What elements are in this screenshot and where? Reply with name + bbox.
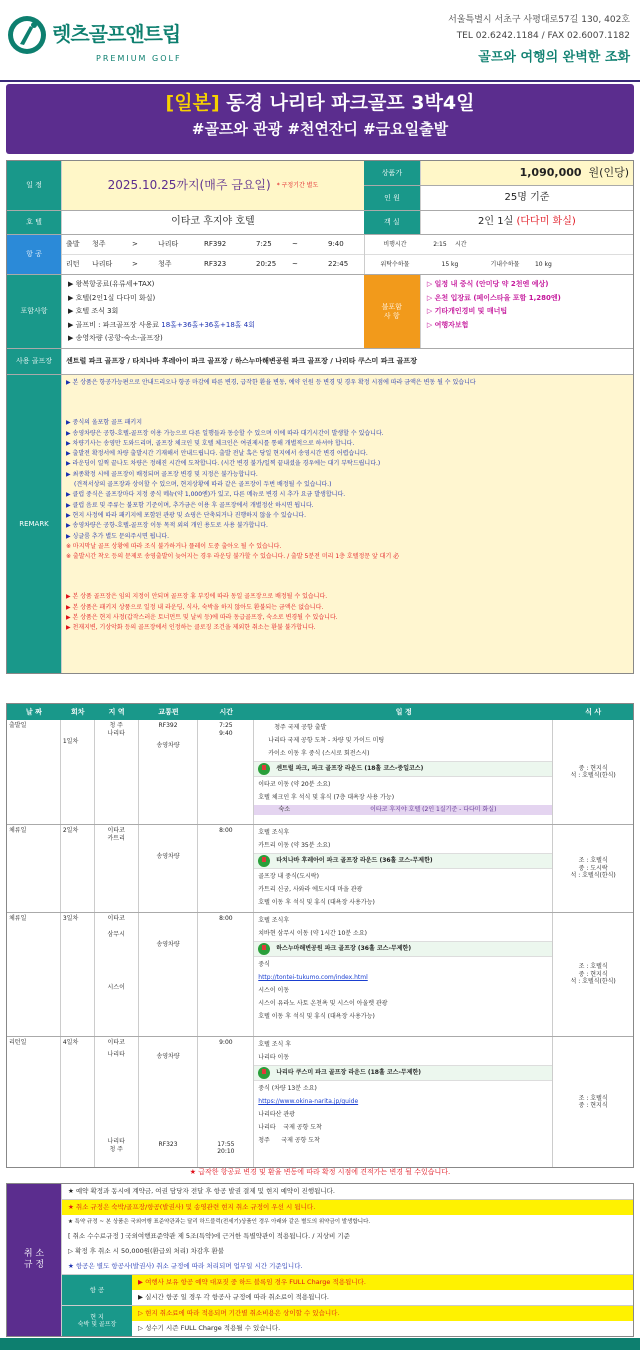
itinerary-item: 카트리 이동 (약 35분 소요) (258, 842, 331, 849)
cancel-air-label: 항 공 (62, 1275, 132, 1305)
day-itinerary (254, 825, 553, 912)
remark-item: ▶ 중식의 올포함 골프 패키지 (66, 419, 142, 427)
remark-warning: ※ 마지막날 골프 상황에 따라 조식 불가하거나 플레이 도중 출아오 될 수 있습니다. (66, 542, 282, 550)
address-line: 서울특별시 서초구 사평대로57길 130, 402호 (448, 15, 630, 25)
day-date: 리턴일 (7, 1037, 61, 1167)
flight-back-dep: 20:25 (256, 260, 277, 269)
golf-round (254, 761, 552, 777)
phone-fax-line: TEL 02.6242.1184 / FAX 02.6007.1182 (456, 31, 630, 41)
include-item (68, 319, 358, 333)
golf-fee-text: ▶ 골프비 : 파크골프장 사용료 (68, 320, 160, 329)
flight-extra (364, 235, 633, 274)
flight-out-tilde: ~ (292, 240, 298, 249)
hotel-value: 이타코 후지야 호텔 (61, 211, 364, 234)
people-value: 25명 기준 (420, 186, 633, 210)
itinerary-item: 나리타산 관광 (258, 1111, 295, 1118)
footer-bar (0, 1338, 640, 1350)
region-text: 나리타 (107, 1138, 125, 1145)
day-nth: 2일차 (61, 825, 95, 912)
itinerary-item: 호텔 체크인 후 석식 및 휴식 (7층 대욕장 사용 가능) (258, 794, 395, 801)
flight-back-dir: 리턴 (66, 260, 80, 269)
day-transport: 송영차량 (139, 825, 199, 912)
cancel-local-label: 현 지 숙박 및 골프장 (62, 1306, 132, 1336)
exclude-item: ▷ 기타개인경비 및 매너팁 (426, 307, 508, 315)
product-info-sheet (6, 160, 634, 674)
cancel-local (62, 1306, 633, 1336)
people-label: 인 원 (364, 186, 420, 210)
flight-back-from: 나리타 (92, 260, 113, 269)
room-value: 2인 1실 (478, 216, 514, 228)
meal-text: 석 : 호텔식(한식) (570, 772, 616, 779)
region-text: 나리타 (107, 729, 125, 737)
region-text: 이타코 (107, 827, 125, 834)
flight-out-dep: 7:25 (256, 240, 272, 249)
product-name: 동경 나리타 파크골프 3박4일 (226, 92, 475, 114)
meal-text: 중 : 도시락 (578, 864, 608, 872)
meal-text: 조 : 호텔식 (578, 963, 608, 971)
schedule-label: 일 정 (7, 161, 61, 210)
includes-label: 포함사항 (7, 275, 61, 348)
remark-item: ▶ 차량기사는 송영만 도와드리며, 골프장 체크인 및 호텔 체크인은 여권제시를 통해 개별적으로 하셔야 합니다. (66, 439, 355, 447)
stay-text: 이타코 후지야 호텔 (2인 1실기준 - 다다미 화실) (370, 806, 497, 813)
itinerary-day-4 (7, 1037, 633, 1167)
col-nth: 회차 (71, 707, 85, 716)
col-transport: 교통편 (158, 707, 179, 716)
flight-time: 2:15 (433, 240, 447, 248)
golf-text: 센트럴 파크, 파크 골프장 라운드 (18홀 코스-중일코스) (276, 765, 424, 773)
cancel-line: [ 취소 수수료규정 ] 국외여행표준약관 제 5조(특약)에 근거한 특별약관이 적용됩니다. / 지상비 기준 (68, 1232, 350, 1240)
flight-label: 항 공 (7, 235, 61, 274)
flight-out-to: 나리타 (158, 240, 179, 249)
itinerary-item: 카이소 이동 후 중식 (스시로 회전스시) (268, 750, 370, 757)
remark-top-note: ▶ 본 상품은 항공가능편으로 안내드리오나 항공 마감에 따른 변경, 급작한 환율 변동, 예약 인원 등 변경 및 경우 확정 시점에 따라 금액은 변동 될 수 있습니다 (66, 379, 476, 386)
day-nth: 4일차 (61, 1037, 95, 1167)
cancel-line: ▷ 확정 후 취소 시 50,000원(환급외 처리) 차감후 환불 (68, 1247, 225, 1255)
itinerary-item: 골프장 내 중식(도시락) (258, 873, 319, 880)
golf-flag-icon (258, 855, 270, 867)
flight-out-no: RF392 (204, 240, 227, 249)
hotel-label: 호 텔 (7, 211, 61, 234)
day-nth: 1일차 (61, 720, 95, 824)
excludes-list (420, 275, 633, 348)
baggage-value: 15 kg (441, 260, 459, 268)
remark-item: ▶ 최종확정 시에 골프장이 배정되며 골프장 변경 및 지정은 불가능합니다. (66, 470, 258, 478)
day-meal (553, 913, 633, 1036)
hotel-room-row (7, 211, 633, 235)
day-time (198, 1037, 254, 1167)
remark-item: ▶ 싱글룸 추가 별도 문의주시면 됩니다. (66, 532, 169, 540)
transport-text: RF392 (158, 722, 178, 729)
region-text: 이타코 (107, 915, 125, 922)
golf-fee-detail: 18홀+36홀+36홀+18홀 4회 (161, 320, 255, 329)
exclude-item: ▷ 온천 입장료 (페이스타올 포함 1,280엔) (426, 293, 561, 302)
remark-body (61, 375, 633, 673)
courses-value: 센트럴 파크 골프장 / 타치나바 후레아이 파크 골프장 / 하스누마해변공원 파크 골프장 / 나리타 쿠스미 파크 골프장 (61, 349, 633, 374)
cancel-body (61, 1184, 633, 1336)
price-cell (420, 161, 633, 185)
exclude-item: ▷ 일정 내 중식 (안미당 약 2천엔 예상) (426, 280, 549, 288)
region-text: 카트리 (107, 834, 125, 842)
courses-row (7, 349, 633, 375)
hashtags: #골프와 관광 #천연잔디 #금요일출발 (191, 119, 449, 138)
flight-back-tilde: ~ (292, 260, 298, 269)
include-item: ▶ 왕복항공료(유류세+TAX) (68, 280, 155, 288)
itinerary-item: 호텔 이동 후 석식 및 휴식 (대욕장 사용가능) (258, 1013, 375, 1020)
include-item: ▶ 송영차량 (공항-숙소-골프장) (68, 334, 163, 342)
flight-row (7, 235, 633, 275)
flight-out-arr: 9:40 (328, 240, 344, 249)
schedule-value: 2025.10.25까지(매주 금요일) (107, 178, 271, 192)
exclude-item: ▷ 여행자보험 (426, 320, 469, 329)
flight-out-from: 청주 (92, 240, 106, 249)
itinerary-item: 나리타 국제 공항 도착 - 차량 및 가이드 미팅 (268, 737, 385, 744)
cancel-policy (6, 1183, 634, 1337)
cancel-line: ★ 항공은 별도 항공사(발권사) 취소 규정에 따라 처리되며 업무일 시간 기준입니다. (62, 1259, 633, 1275)
restaurant-link[interactable]: https://www.okina-narita.jp/guide (258, 1098, 359, 1105)
day-region (95, 1037, 139, 1167)
time-text: 17:55 (217, 1140, 235, 1148)
meal-text: 중 : 현지식 (578, 970, 608, 978)
itinerary-item: 시스이 이동 (258, 987, 290, 994)
meal-text: 석 : 호텔식(한식) (570, 872, 616, 880)
col-itinerary: 일 정 (395, 707, 412, 716)
region-text: 청 주 (109, 722, 123, 729)
flight-out-arrow: > (132, 240, 138, 249)
cancel-air (62, 1275, 633, 1306)
carry-label: 기내수하물 (490, 260, 520, 268)
price-label: 상품가 (364, 161, 420, 185)
itinerary-day-3 (7, 913, 633, 1037)
cancel-local-line: ▷ 성수기 시즌 FULL Charge 적용될 수 있습니다. (138, 1324, 281, 1332)
day-nth: 3일차 (61, 913, 95, 1036)
day-time: 8:00 (198, 825, 254, 912)
itinerary-item: 호텔 조식 후 (258, 1041, 292, 1048)
remark-item: ▶ 출발전 확정서에 차량 출발시간 기재해서 안내드립니다. 출발 전날 혹은 당일 현지에서 송영시간 변경 어렵습니다. (66, 450, 368, 458)
transport-text: RF323 (158, 1140, 178, 1148)
cancel-local-line: ▷ 현지 취소료에 따라 적용되며 기간별 취소비용은 상이할 수 있습니다. (132, 1306, 633, 1321)
remark-item: ▶ 현지 사정에 따라 패키지에 포함된 관광 및 쇼핑은 단축되거나 진행하지 않을 수 있습니다. (66, 511, 306, 519)
flight-back-arrow: > (132, 260, 138, 269)
price-people-block (364, 161, 633, 210)
restaurant-link[interactable]: http://tontei-tukumo.com/index.html (258, 974, 368, 981)
itinerary-item: 청주 국제 공항 도착 (258, 1137, 320, 1144)
region-text: 나리타 (107, 1050, 125, 1058)
day-itinerary (254, 913, 553, 1036)
itinerary-item: 호텔 조식후 (258, 829, 290, 836)
day-meal (553, 1037, 633, 1167)
remark-item: ▶ 송영차량은 공항-호텔-골프장 이용 가능으로 다른 일행들과 동승할 수 있으며 이에 따라 대기시간이 발생할 수 있습니다. (66, 429, 384, 437)
itinerary-item: 호텔 이동 후 석식 및 휴식 (대욕장 사용가능) (258, 899, 375, 906)
schedule-footnote: ★ 급작한 항공료 변경 및 환율 변동에 따라 확정 시점에 견적가는 변경 될 수있습니다. (189, 1168, 451, 1176)
room-cell (420, 211, 633, 234)
room-note: (다다미 화실) (516, 216, 576, 228)
cancel-line: ★ 특약 규정 ~ 본 상품은 국외여행 표준약관과는 달리 하드블럭(전세기)상품인 경우 아래와 같은 별도의 위약금이 발생합니다. (68, 1219, 371, 1225)
golf-text: 나리타 쿠스미 파크 골프장 라운드 (18홀 코스-무제한) (276, 1069, 422, 1077)
day-itinerary (254, 720, 553, 824)
flight-back-arr: 22:45 (328, 260, 349, 269)
product-title (6, 92, 634, 116)
page-header (0, 0, 640, 82)
remark-row (7, 375, 633, 673)
golf-round (254, 1065, 552, 1081)
time-text: 7:25 (219, 722, 233, 729)
itinerary-item: 청주 국제 공항 출발 (274, 724, 327, 731)
itinerary-item: 시스이 유라노 사토 온천욕 및 시스이 아울렛 관광 (258, 1000, 388, 1007)
region-text: 삼무시 (107, 930, 125, 938)
remark-item: ▶ 클럽 음료 및 주류는 불포함 기준이며, 추가금은 이용 후 골프장에서 개별정산 하시면 됩니다. (66, 501, 314, 509)
time-text: 9:00 (219, 1039, 233, 1046)
room-label: 객 실 (364, 211, 420, 234)
excludes-label: 불포함 사 항 (364, 275, 420, 348)
itinerary-table (6, 703, 634, 1168)
meal-text: 중 : 현지식 (578, 1102, 608, 1109)
itinerary-item: 치바현 삼무시 이동 (약 1시간 10분 소요) (258, 930, 367, 937)
itinerary-item: 중식 (차량 13분 소요) (258, 1085, 317, 1092)
flight-out (62, 235, 364, 255)
region-text: 시스이 (107, 984, 125, 991)
itinerary-item: 나리타 이동 (258, 1054, 290, 1061)
includes-list (61, 275, 364, 348)
country-tag: [일본] (165, 92, 220, 114)
schedule-value-cell (61, 161, 364, 210)
day-region (95, 913, 139, 1036)
time-text: 9:40 (219, 729, 233, 737)
golf-round (254, 853, 552, 869)
meal-text: 조 : 호텔식 (578, 1094, 608, 1102)
day-date: 출발일 (7, 720, 61, 824)
cancel-label: 취 소 규 정 (7, 1184, 61, 1336)
itinerary-item: 호텔 조식후 (258, 917, 290, 924)
day-transport: 송영차량 (139, 913, 199, 1036)
remark-label: REMARK (7, 375, 61, 673)
include-item: ▶ 호텔(2인1실 다다미 화실) (68, 293, 156, 302)
remark-notice: ▶ 천재지변, 기상악화 등의 골프장에서 인정하는 클로징 조건을 제외한 취소는 환불 불가합니다. (66, 624, 316, 632)
meal-text: 중 : 현지식 (578, 764, 608, 772)
carry-value: 10 kg (534, 260, 552, 268)
golf-text: 타치나바 후레아이 파크 골프장 라운드 (36홀 코스-무제한) (276, 857, 433, 865)
remark-notice: ▶ 본 상품 골프장은 임의 지정이 안되며 골프장 휴 부킹에 따라 동일 골프장으로 배정될 수 있습니다. (66, 593, 328, 601)
meal-text: 조 : 호텔식 (578, 857, 608, 865)
day-meal (553, 720, 633, 824)
courses-label: 사용 골프장 (7, 349, 61, 374)
itinerary-item: 중식 (258, 961, 270, 968)
itinerary-item: 카트리 신궁, 사와라 에도시대 마을 관광 (258, 886, 363, 893)
col-time: 시간 (219, 707, 234, 716)
golf-round (254, 941, 552, 957)
day-date: 체류일 (7, 825, 61, 912)
schedule-note: * 구정기간 별도 (276, 181, 319, 189)
cancel-air-line: ▶ 여행사 보유 항공 예약 대포짓 중 하드 블록임 경우 FULL Charge 적용됩니다. (132, 1275, 633, 1290)
price-value: 1,090,000 (519, 166, 582, 180)
remark-warning: ※ 출발시간 착오 등의 문제로 송영출발이 늦어지는 경우 라운딩 불가할 수 있습니다. / 출발 5분전 미리 1층 호텔정문 앞 대기 必 (66, 553, 400, 561)
day-transport (139, 1037, 199, 1167)
golfer-logo-icon (6, 14, 48, 56)
company-address (448, 12, 630, 44)
remark-notice: ▶ 본 상품은 현지 사정(갑작스러운 토너먼트 및 날씨 등)에 따라 동급골프장, 숙소로 변경될 수 있습니다. (66, 614, 338, 622)
itinerary-day-2 (7, 825, 633, 913)
baggage-label: 위탁수하물 (380, 260, 410, 268)
col-meal: 식 사 (585, 707, 602, 716)
price-unit: 원(인당) (588, 166, 629, 180)
day-transport (139, 720, 199, 824)
col-region: 지 역 (108, 707, 125, 716)
flight-time-label: 비행시간 (383, 240, 407, 248)
itinerary-item: 나리타 국제 공항 도착 (258, 1124, 322, 1131)
transport-text: 송영차량 (156, 1053, 180, 1060)
slogan: 골프와 여행의 완벽한 조화 (478, 50, 630, 65)
golf-flag-icon (258, 943, 270, 955)
time-text: 20:10 (217, 1148, 235, 1155)
brand-name: 렛츠골프앤트립 (52, 22, 181, 46)
flight-out-dir: 출발 (66, 240, 80, 249)
meal-text: 석 : 호텔식(한식) (570, 978, 616, 986)
day-date: 체류일 (7, 913, 61, 1036)
schedule-price-row (7, 161, 633, 211)
day-itinerary (254, 1037, 553, 1167)
golf-flag-icon (258, 763, 270, 775)
cancel-line: ★ 예약 확정과 동시에 계약금, 여권 담당자 전달 후 항공 발권 결제 및 현지 예약이 진행됩니다. (62, 1184, 633, 1200)
remark-item: ▶ 송영차량은 공항-호텔-골프장 이동 목적 외의 개인 용도로 사용 불가합니다. (66, 522, 268, 530)
title-banner (6, 84, 634, 154)
itinerary-item: 이타코 이동 (약 20분 소요) (258, 781, 331, 788)
brand-tagline: PREMIUM GOLF (96, 54, 182, 63)
stay-label: 숙소 (278, 806, 291, 813)
stay-bar (254, 805, 552, 815)
region-text: 청 주 (109, 1145, 123, 1153)
cancel-line: ★ 취소 규정은 숙박/골프장/항공(발권사) 및 송영관련 현지 취소 규정이 우선 시 됩니다. (62, 1200, 633, 1215)
remark-item: (견적서상의 골프장과 상이할 수 있으며, 현지상황에 따라 같은 골프장이 두번 배정될 수 있습니다.) (74, 481, 332, 489)
flight-time-unit: 시간 (454, 240, 467, 248)
cancel-air-line: ▶ 실시간 항공 일 경우 각 항공사 규정에 따라 취소료이 적용됩니다. (138, 1293, 329, 1301)
day-region (95, 825, 139, 912)
flight-back-no: RF323 (204, 260, 227, 269)
day-region (95, 720, 139, 824)
golf-text: 하스누마해변공원 파크 골프장 (36홀 코스-무제한) (276, 945, 412, 953)
flight-list (61, 235, 364, 274)
remark-item: ▶ 라운딩이 일찍 끝나도 차량은 정해진 시간에 도착합니다. (시간 변경 불가/일찍 끝내셨을 경우에는 대기 부탁드립니다.) (66, 460, 381, 468)
day-time: 8:00 (198, 913, 254, 1036)
col-date: 날 짜 (25, 707, 42, 716)
includes-row (7, 275, 633, 349)
golf-flag-icon (258, 1067, 270, 1079)
flight-back-to: 청주 (158, 260, 172, 269)
include-item: ▶ 호텔 조식 3회 (68, 307, 119, 315)
transport-text: 송영차량 (156, 741, 180, 749)
itinerary-header (7, 704, 633, 720)
itinerary-day-1 (7, 720, 633, 825)
day-time (198, 720, 254, 824)
remark-item: ▶ 클럽 중식은 골프장마다 지정 중식 메뉴(약 1,000엔)가 있고, 다른 메뉴로 변경 시 추가 요금 발생합니다. (66, 491, 346, 499)
flight-back (62, 255, 364, 274)
remark-notice: ▶ 본 상품은 패키지 상품으로 일정 내 라운딩, 식사, 숙박을 하지 않아도 환불되는 금액은 없습니다. (66, 603, 324, 611)
region-text: 이타코 (107, 1039, 125, 1046)
day-meal (553, 825, 633, 912)
